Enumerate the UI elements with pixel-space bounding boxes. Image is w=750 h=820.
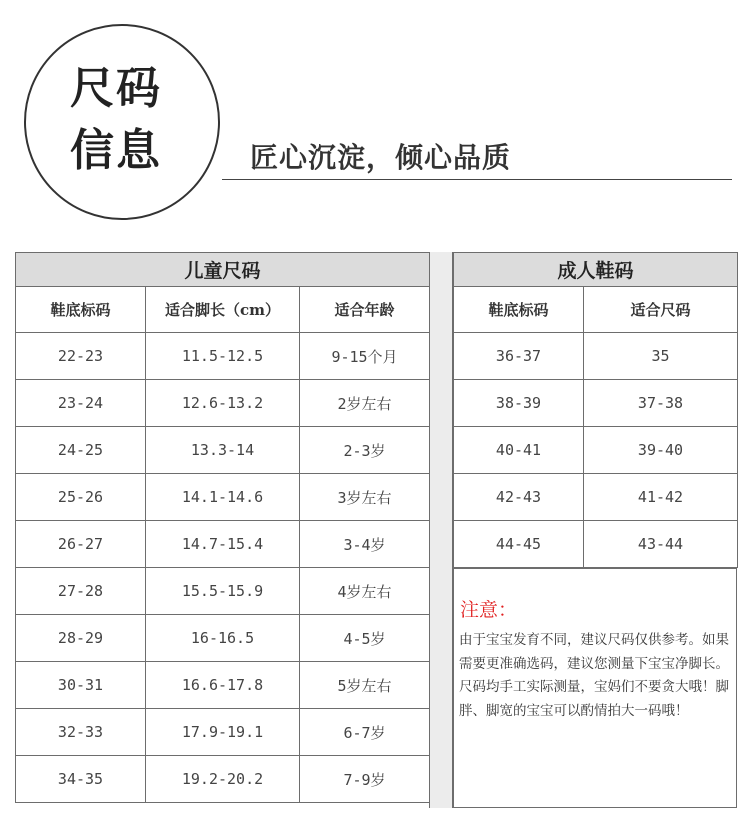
foot-length-cell: 15.5-15.9 [146, 568, 300, 615]
table-row [16, 756, 430, 803]
shoe-size-cell: 32-33 [16, 709, 146, 756]
shoe-size-cell: 40-41 [454, 427, 584, 474]
adult-col-header: 适合尺码 [584, 287, 738, 333]
shoe-size-cell: 28-29 [16, 615, 146, 662]
age-cell: 5岁左右 [300, 662, 430, 709]
page-title [70, 58, 170, 182]
kids-col-header: 鞋底标码 [16, 287, 146, 333]
table-row [16, 427, 430, 474]
table-row [16, 474, 430, 521]
fit-size-cell: 37-38 [584, 380, 738, 427]
fit-size-cell: 41-42 [584, 474, 738, 521]
foot-length-cell: 11.5-12.5 [146, 333, 300, 380]
table-row [16, 521, 430, 568]
kids-col-header: 适合年龄 [300, 287, 430, 333]
table-row [16, 662, 430, 709]
note-body: 由于宝宝发育不同，建议尺码仅供参考。如果需要更准确选码，建议您测量下宝宝净脚长。尺码均手工实际测量，宝妈们不要贪大哦！脚胖、脚宽的宝宝可以酌情拍大一码哦！ [459, 632, 729, 719]
age-cell: 4-5岁 [300, 615, 430, 662]
page-title-line1: 尺码 [70, 63, 162, 114]
table-row [454, 427, 738, 474]
slogan: 匠心沉淀，倾心品质 [250, 141, 512, 174]
table-row [16, 568, 430, 615]
foot-length-cell: 16-16.5 [146, 615, 300, 662]
age-cell: 2岁左右 [300, 380, 430, 427]
foot-length-cell: 14.7-15.4 [146, 521, 300, 568]
shoe-size-cell: 34-35 [16, 756, 146, 803]
table-row [454, 521, 738, 568]
age-cell: 3岁左右 [300, 474, 430, 521]
table-row [454, 333, 738, 380]
kids-col-header: 适合脚长（cm） [146, 287, 300, 333]
note-box [453, 568, 737, 808]
foot-length-cell: 14.1-14.6 [146, 474, 300, 521]
shoe-size-cell: 38-39 [454, 380, 584, 427]
shoe-size-cell: 27-28 [16, 568, 146, 615]
table-row [454, 380, 738, 427]
adult-table-title: 成人鞋码 [454, 253, 738, 287]
table-row [454, 474, 738, 521]
shoe-size-cell: 44-45 [454, 521, 584, 568]
shoe-size-cell: 22-23 [16, 333, 146, 380]
adult-size-table [453, 252, 738, 568]
table-row [16, 380, 430, 427]
foot-length-cell: 16.6-17.8 [146, 662, 300, 709]
fit-size-cell: 35 [584, 333, 738, 380]
foot-length-cell: 12.6-13.2 [146, 380, 300, 427]
foot-length-cell: 13.3-14 [146, 427, 300, 474]
table-divider [429, 252, 453, 808]
kids-size-table [15, 252, 430, 803]
shoe-size-cell: 26-27 [16, 521, 146, 568]
age-cell: 7-9岁 [300, 756, 430, 803]
age-cell: 4岁左右 [300, 568, 430, 615]
page-title-line2: 信息 [70, 125, 162, 176]
age-cell: 9-15个月 [300, 333, 430, 380]
shoe-size-cell: 42-43 [454, 474, 584, 521]
table-row [16, 615, 430, 662]
foot-length-cell: 17.9-19.1 [146, 709, 300, 756]
table-row [16, 333, 430, 380]
foot-length-cell: 19.2-20.2 [146, 756, 300, 803]
note-title: 注意： [460, 599, 518, 621]
shoe-size-cell: 23-24 [16, 380, 146, 427]
shoe-size-cell: 25-26 [16, 474, 146, 521]
shoe-size-cell: 30-31 [16, 662, 146, 709]
age-cell: 2-3岁 [300, 427, 430, 474]
adult-col-header: 鞋底标码 [454, 287, 584, 333]
kids-table-title: 儿童尺码 [16, 253, 430, 287]
table-row [16, 709, 430, 756]
shoe-size-cell: 24-25 [16, 427, 146, 474]
shoe-size-cell: 36-37 [454, 333, 584, 380]
fit-size-cell: 43-44 [584, 521, 738, 568]
age-cell: 6-7岁 [300, 709, 430, 756]
age-cell: 3-4岁 [300, 521, 430, 568]
header-divider [222, 179, 732, 180]
fit-size-cell: 39-40 [584, 427, 738, 474]
